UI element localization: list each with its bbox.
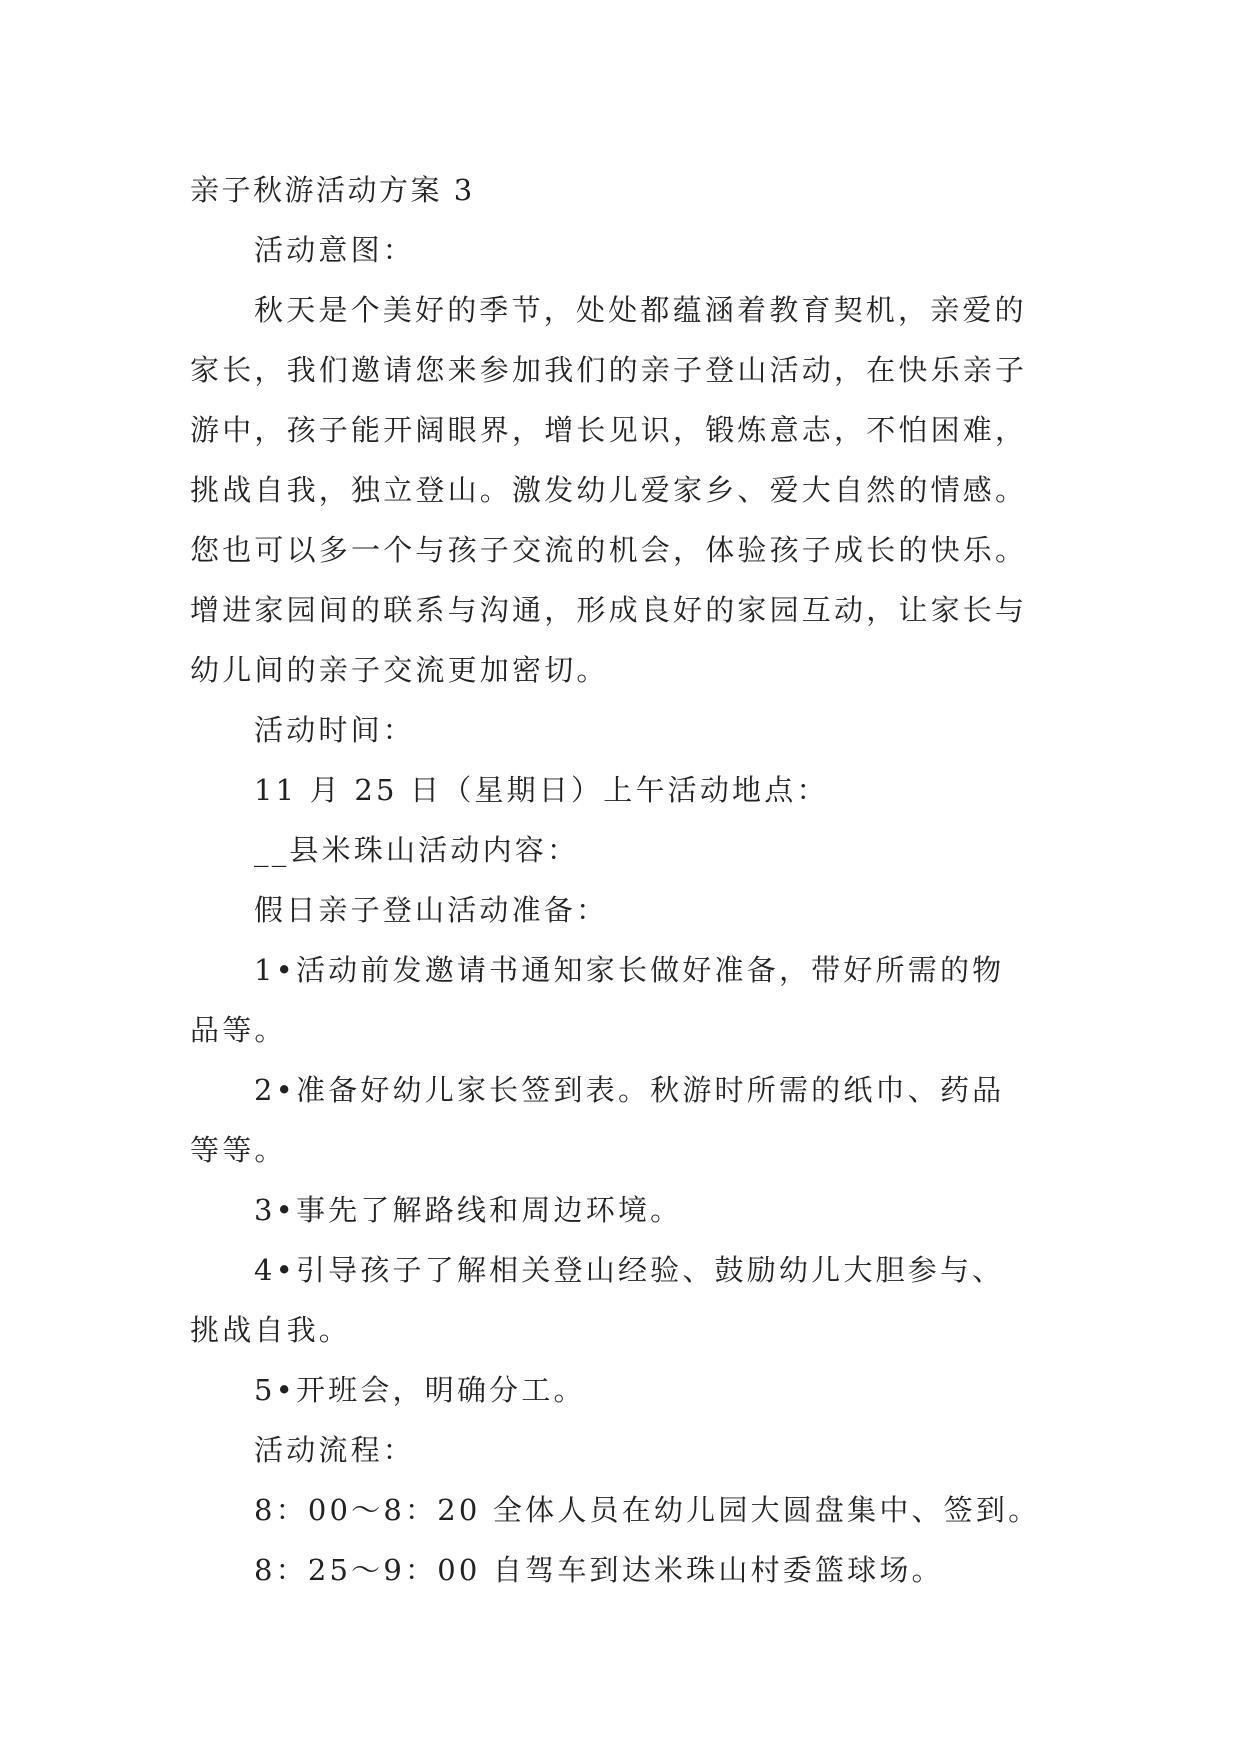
list-item-continuation: 等等。 — [190, 1133, 287, 1167]
schedule-item: 8：00～8：20 全体人员在幼儿园大圆盘集中、签到。 — [254, 1493, 1041, 1527]
paragraph-line: 您也可以多一个与孩子交流的机会，体验孩子成长的快乐。 — [190, 533, 1028, 567]
list-item: 4•引导孩子了解相关登山经验、鼓励幼儿大胆参与、 — [254, 1253, 1005, 1287]
document-body — [190, 160, 1070, 1600]
paragraph-line: 幼儿间的亲子交流更加密切。 — [190, 653, 609, 687]
paragraph-line: 秋天是个美好的季节，处处都蕴涵着教育契机，亲爱的 — [254, 293, 1027, 327]
section-heading-intent: 活动意图： — [254, 233, 416, 267]
paragraph-line: 增进家园间的联系与沟通，形成良好的家园互动，让家长与 — [190, 593, 1028, 627]
section-heading-preparation: 假日亲子登山活动准备： — [254, 893, 609, 927]
paragraph-line: 家长，我们邀请您来参加我们的亲子登山活动，在快乐亲子 — [190, 353, 1028, 387]
list-item: 2•准备好幼儿家长签到表。秋游时所需的纸巾、药品 — [254, 1073, 1005, 1107]
paragraph-line: 挑战自我，独立登山。激发幼儿爱家乡、爱大自然的情感。 — [190, 473, 1028, 507]
time-location-line: 11 月 25 日（星期日）上午活动地点： — [254, 773, 829, 807]
section-heading-process: 活动流程： — [254, 1433, 416, 1467]
list-item: 1•活动前发邀请书通知家长做好准备，带好所需的物 — [254, 953, 1005, 987]
location-content-line: __县米珠山活动内容： — [254, 833, 580, 867]
list-item-continuation: 挑战自我。 — [190, 1313, 352, 1347]
list-item-continuation: 品等。 — [190, 1013, 287, 1047]
section-heading-time: 活动时间： — [254, 713, 416, 747]
document-title: 亲子秋游活动方案 3 — [190, 173, 475, 207]
list-item: 3•事先了解路线和周边环境。 — [254, 1193, 683, 1227]
list-item: 5•开班会，明确分工。 — [254, 1373, 586, 1407]
paragraph-line: 游中，孩子能开阔眼界，增长见识，锻炼意志，不怕困难， — [190, 413, 1028, 447]
schedule-item: 8：25～9：00 自驾车到达米珠山村委篮球场。 — [254, 1553, 944, 1587]
